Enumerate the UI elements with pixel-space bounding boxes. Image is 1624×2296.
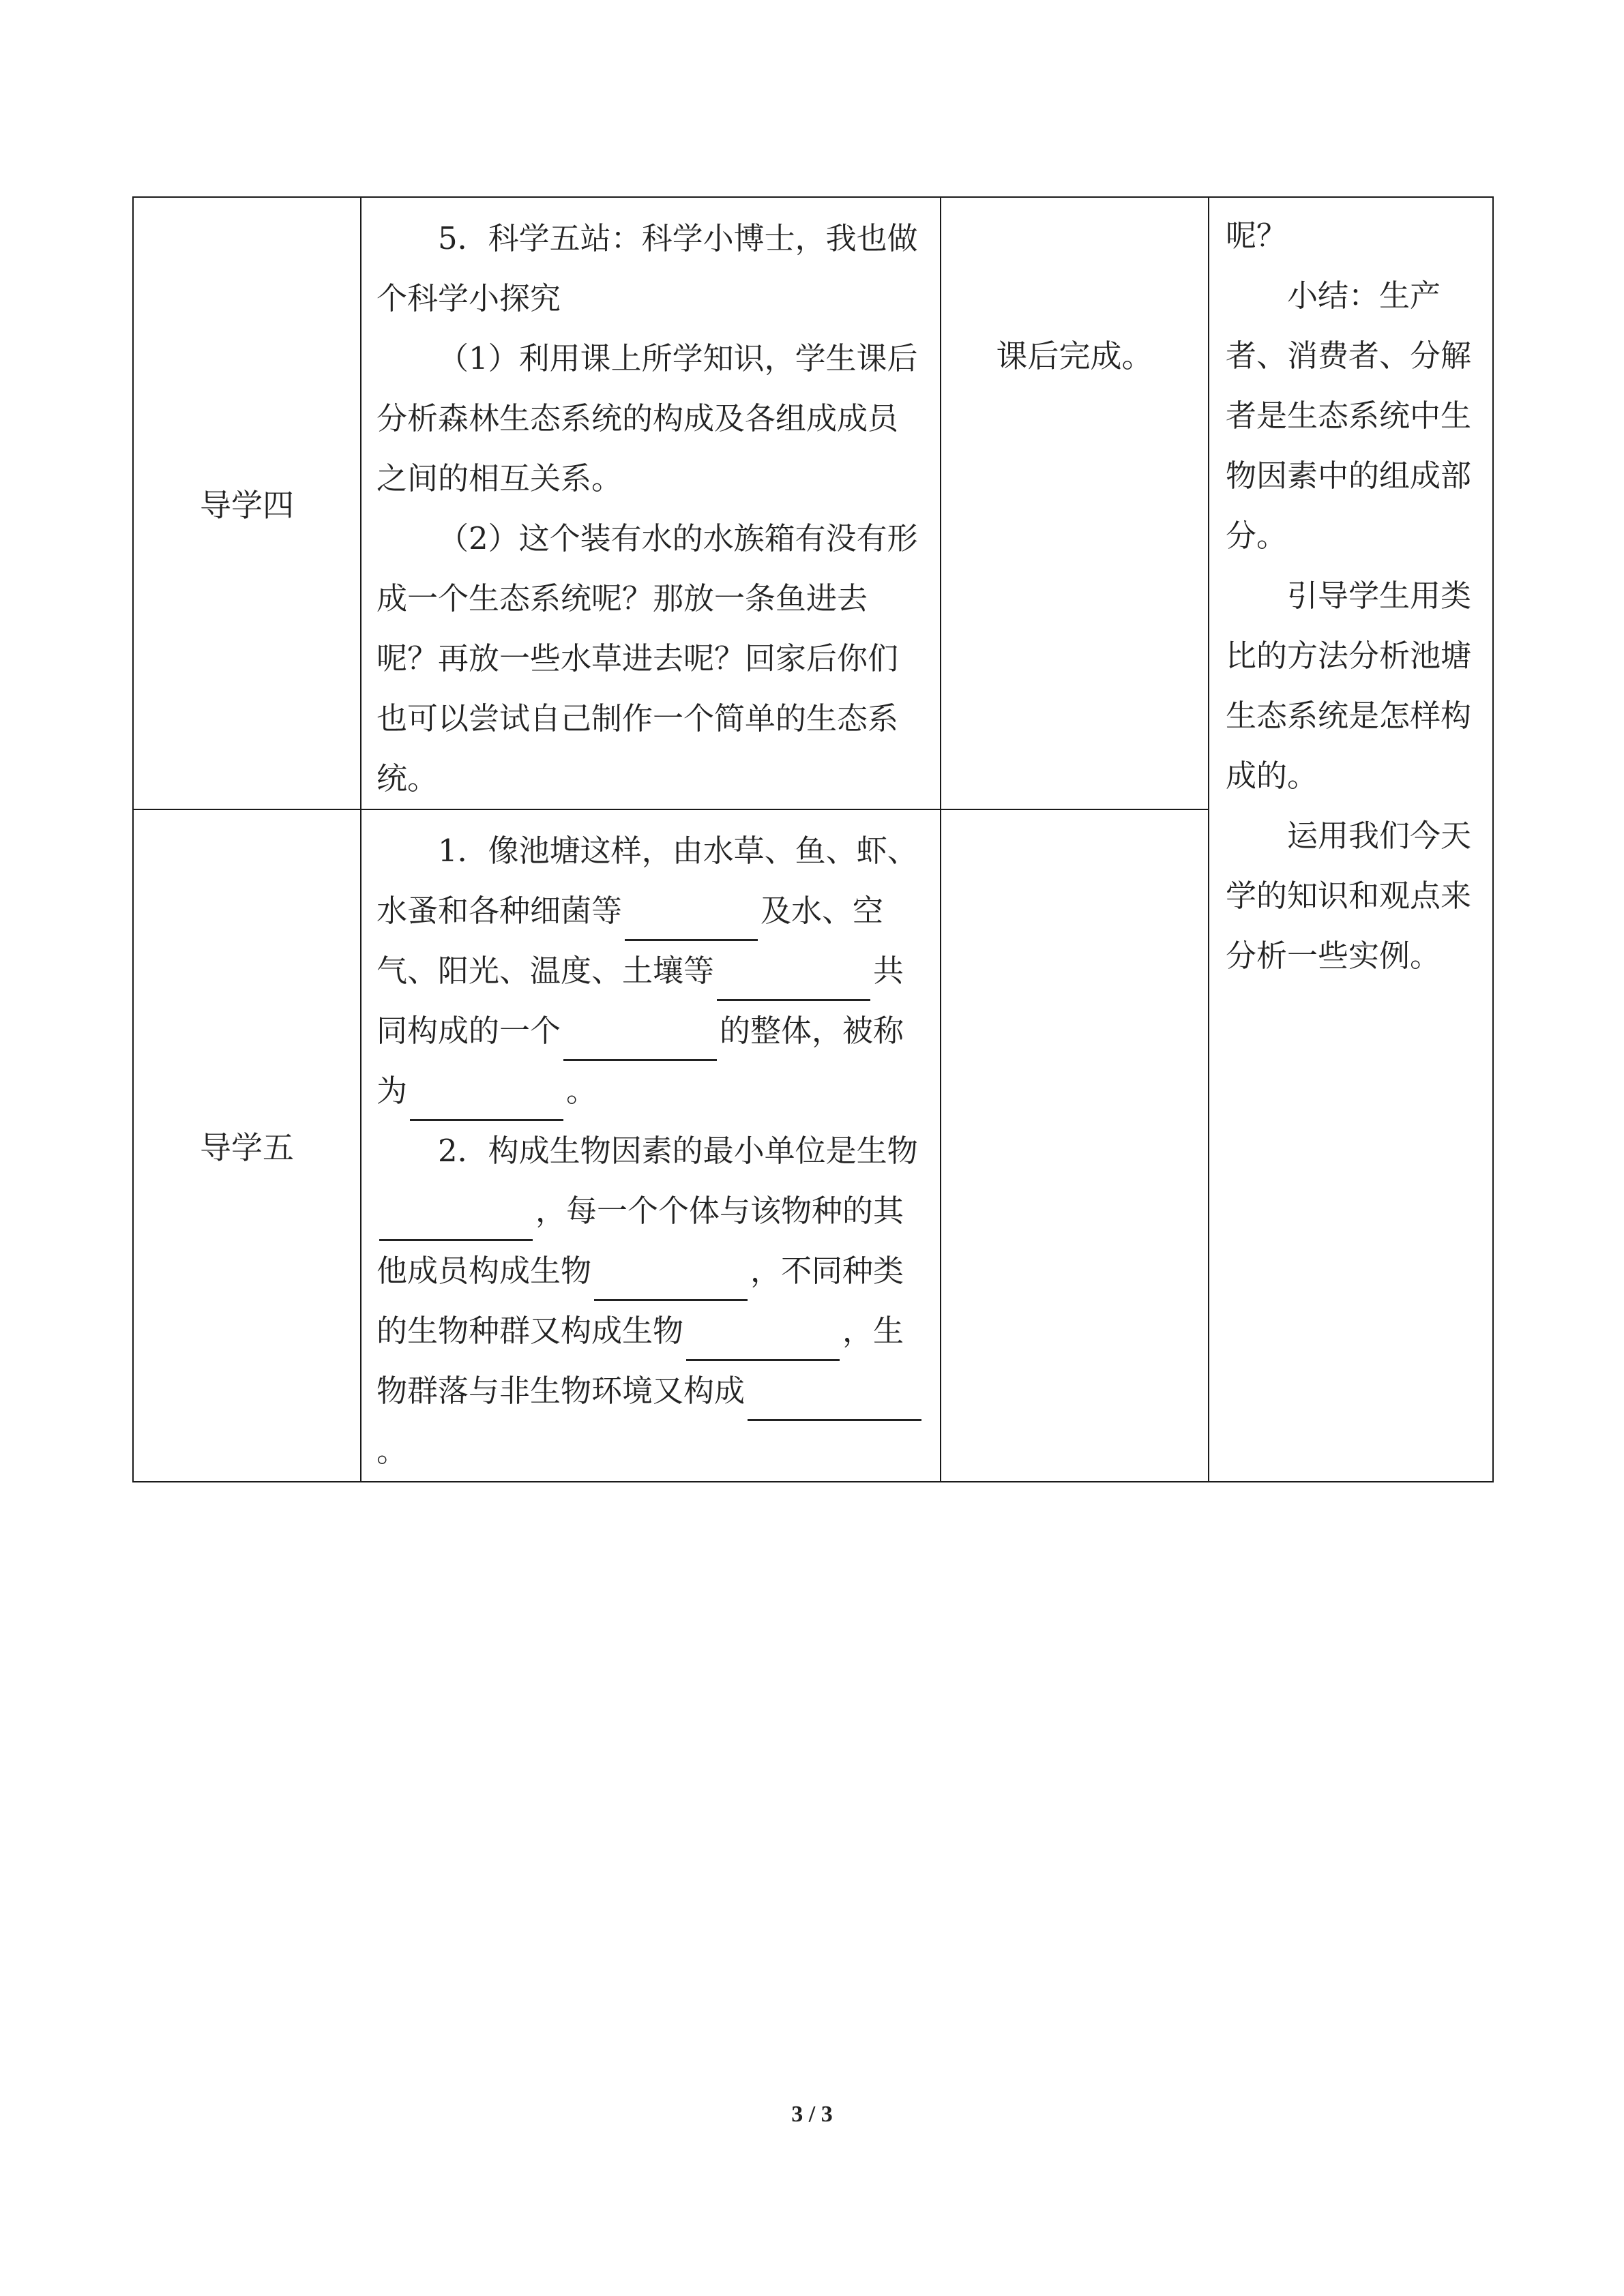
page-number: 3 / 3 (791, 2102, 833, 2127)
row-label-guide4 (133, 197, 361, 809)
exercise-cell-guide5 (361, 809, 941, 1482)
answer-blank[interactable] (748, 1381, 921, 1421)
table-row (133, 197, 1493, 809)
note-4: 运用我们今天学的知识和观点来分析一些实例。 (1226, 818, 1472, 974)
activity-item-1: （1）利用课上所学知识，学生课后分析森林生态系统的构成及各组成成员之间的相互关系。 (377, 340, 918, 496)
activity-item-2: （2）这个装有水的水族箱有没有形成一个生态系统呢？那放一条鱼进去呢？再放一些水草进去呢？回家后你们也可以尝试自己制作一个简单的生态系统。 (377, 520, 918, 796)
note-3: 引导学生用类比的方法分析池塘生态系统是怎样构成的。 (1226, 578, 1472, 794)
exercise-question-1: 1．像池塘这样，由水草、鱼、虾、水蚤和各种细菌等 及水、空气、阳光、温度、土壤等 共同构成的一个 的整体，被称为 。 (377, 821, 926, 1121)
note-2: 小结：生产者、消费者、分解者是生态系统中生物因素中的组成部分。 (1226, 278, 1472, 554)
note-1: 呢？ (1226, 218, 1288, 254)
feedback-cell-guide5 (941, 809, 1209, 1482)
answer-blank[interactable] (563, 1021, 717, 1061)
feedback-cell-guide4 (941, 197, 1209, 809)
answer-blank[interactable] (410, 1081, 563, 1121)
row-label-guide5 (133, 809, 361, 1482)
activity-cell-guide4 (361, 197, 941, 809)
answer-blank[interactable] (717, 961, 870, 1001)
answer-blank[interactable] (594, 1261, 748, 1301)
row-label-guide4-text: 导学四 (200, 487, 294, 524)
exercise-question-2: 2．构成生物因素的最小单位是生物，每一个个体与该物种的其他成员构成生物 ，不同种类的生物种群又构成生物 ，生物群落与非生物环境又构成。 (377, 1121, 926, 1481)
lesson-table (132, 196, 1494, 1482)
answer-blank[interactable] (379, 1201, 533, 1241)
feedback-text: 课后完成。 (996, 338, 1153, 374)
teacher-notes-cell (1209, 197, 1493, 1482)
row-label-guide5-text: 导学五 (200, 1129, 294, 1166)
activity-heading: 5．科学五站：科学小博士，我也做个科学小探究 (377, 220, 918, 316)
answer-blank[interactable] (686, 1321, 840, 1361)
answer-blank[interactable] (625, 901, 758, 941)
